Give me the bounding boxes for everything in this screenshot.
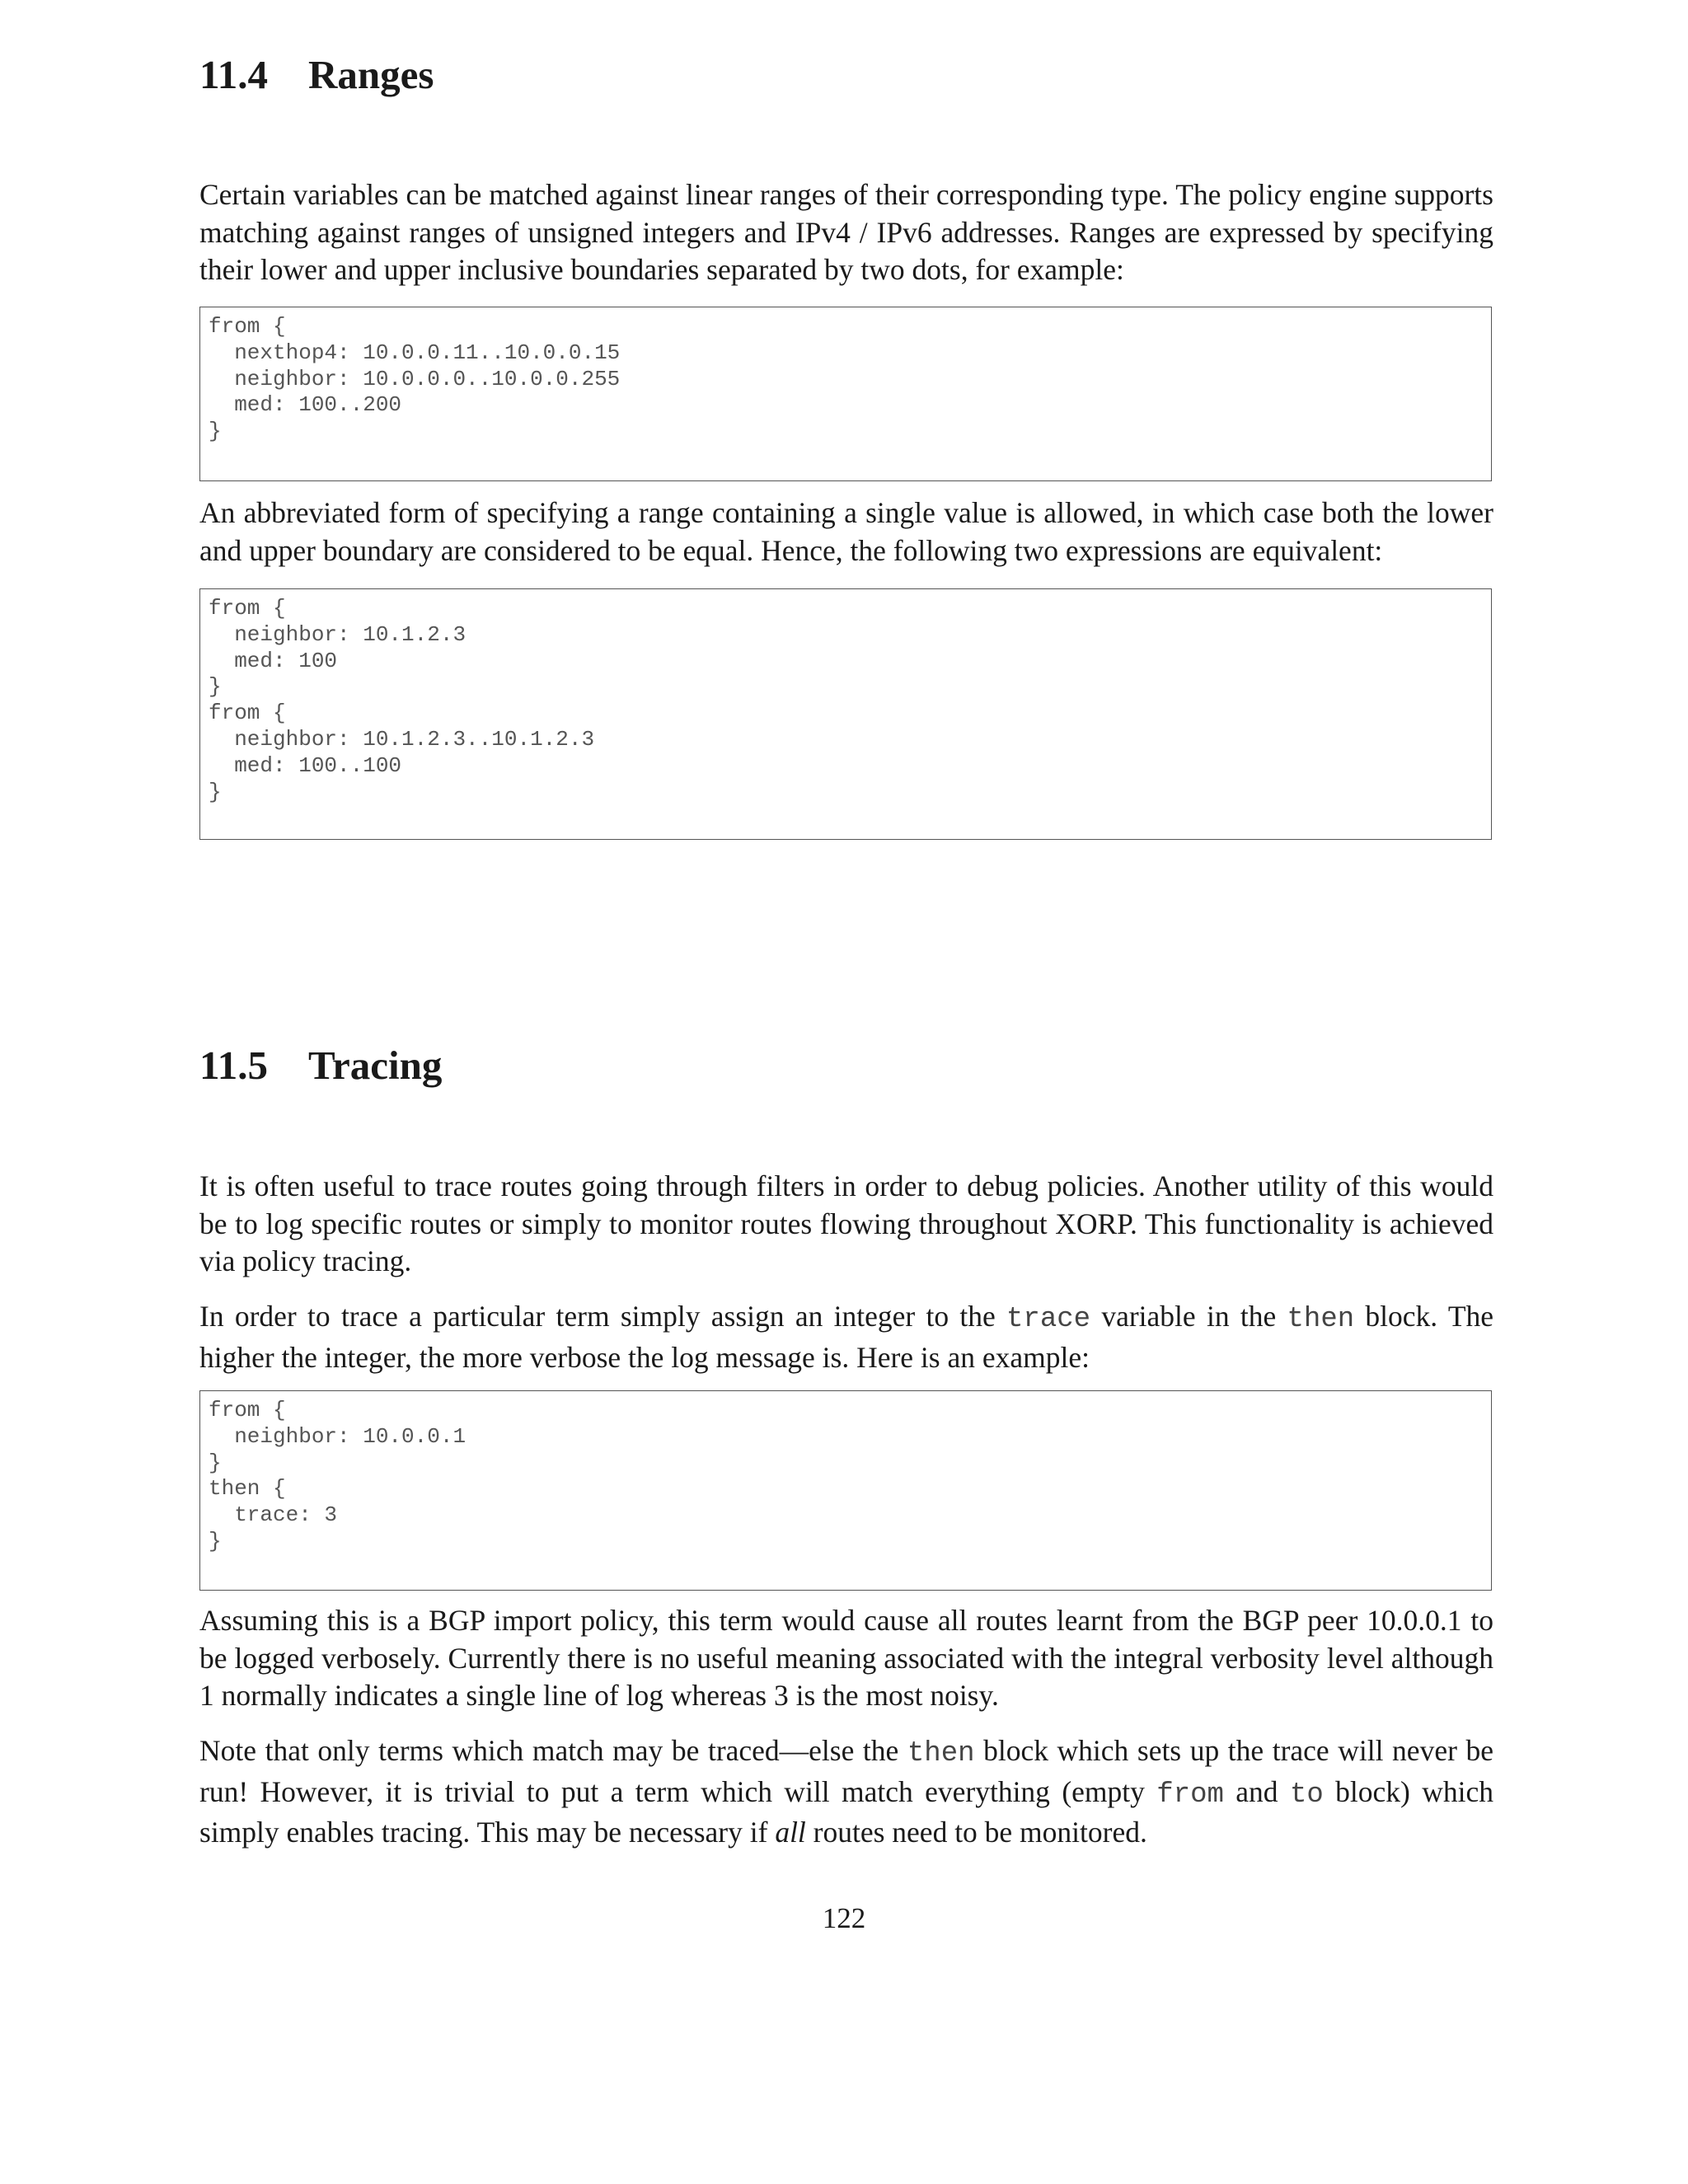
code-line: }	[209, 1528, 222, 1554]
code-line: med: 100..100	[209, 752, 402, 778]
code-line: neighbor: 10.1.2.3	[209, 621, 467, 647]
code-line: med: 100	[209, 648, 338, 673]
section-number: 11.4	[199, 52, 269, 97]
code-line: neighbor: 10.0.0.1	[209, 1423, 467, 1449]
text-run: block) which simply enables tracing. This may be necessary if	[199, 1774, 1494, 1849]
code-line: }	[209, 1450, 222, 1475]
code-line: med: 100..200	[209, 392, 402, 418]
tracing-paragraph-4	[199, 1732, 1493, 1852]
text-run: block. The higher the integer, the more verbose the log message is. Here is an example:	[199, 1300, 1494, 1374]
tracing-paragraph-1: It is often useful to trace routes going through filters in order to debug policies. Another utility of this would be to log specific routes or simply to monitor routes flowing throughout XORP. This functionality is achieved via policy tracing.	[199, 1169, 1493, 1277]
text-run: routes need to be monitored.	[805, 1816, 1147, 1849]
code-line: trace: 3	[209, 1502, 338, 1528]
text-run: In order to trace a particular term simply assign an integer to the	[199, 1300, 1007, 1333]
code-line: nexthop4: 10.0.0.11..10.0.0.15	[209, 340, 621, 365]
text-run: and	[1223, 1774, 1290, 1808]
code-line: }	[209, 779, 222, 804]
section-title: Tracing	[308, 1043, 443, 1088]
code-block-trace-example	[199, 1390, 1492, 1591]
tracing-paragraph-2	[199, 1298, 1493, 1376]
code-line: from {	[209, 1398, 286, 1422]
inline-code-from: from	[1156, 1779, 1224, 1811]
section-heading-ranges	[199, 51, 434, 100]
code-block-equivalent-expressions	[199, 588, 1492, 840]
code-line: from {	[209, 701, 286, 726]
section-number: 11.5	[199, 1043, 269, 1088]
code-line: }	[209, 419, 222, 444]
code-line: then {	[209, 1476, 286, 1502]
inline-code-then: then	[1287, 1304, 1355, 1335]
ranges-paragraph-2: An abbreviated form of specifying a range containing a single value is allowed, in which case both the lower and upper boundary are considered to be equal. Hence, the following two expressions are equivalent:	[199, 496, 1493, 567]
text-run: Note that only terms which match may be traced—else the	[199, 1734, 907, 1767]
section-heading-tracing	[199, 1042, 442, 1090]
inline-code-to: to	[1289, 1779, 1324, 1811]
emphasis-all: all	[775, 1816, 806, 1849]
code-block-ranges-example	[199, 307, 1492, 481]
ranges-paragraph-1: Certain variables can be matched against linear ranges of their corresponding type. The policy engine supports matching against ranges of unsigned integers and IPv4 / IPv6 addresses. Ranges are expressed by specifying their lower and upper inclusive boundaries separated by two dots, for example:	[199, 178, 1493, 286]
code-line: from {	[209, 314, 286, 339]
tracing-paragraph-3: Assuming this is a BGP import policy, this term would cause all routes learnt from the BGP peer 10.0.0.1 to be logged verbosely. Currently there is no useful meaning associated with the integral verbosity level although 1 normally indicates a single line of log whereas 3 is the most noisy.	[199, 1604, 1493, 1712]
code-line: neighbor: 10.1.2.3..10.1.2.3	[209, 726, 595, 752]
section-title: Ranges	[308, 52, 434, 97]
code-line: }	[209, 674, 222, 700]
code-line: neighbor: 10.0.0.0..10.0.0.255	[209, 366, 621, 391]
text-run: variable in the	[1090, 1300, 1287, 1333]
text-run: block which sets up the trace will never be run! However, it is trivial to put a term which will match everything (empty	[199, 1734, 1493, 1808]
code-line: from {	[209, 596, 286, 621]
page-number: 122	[822, 1902, 866, 1934]
inline-code-trace: trace	[1006, 1304, 1091, 1335]
inline-code-then: then	[907, 1738, 975, 1769]
